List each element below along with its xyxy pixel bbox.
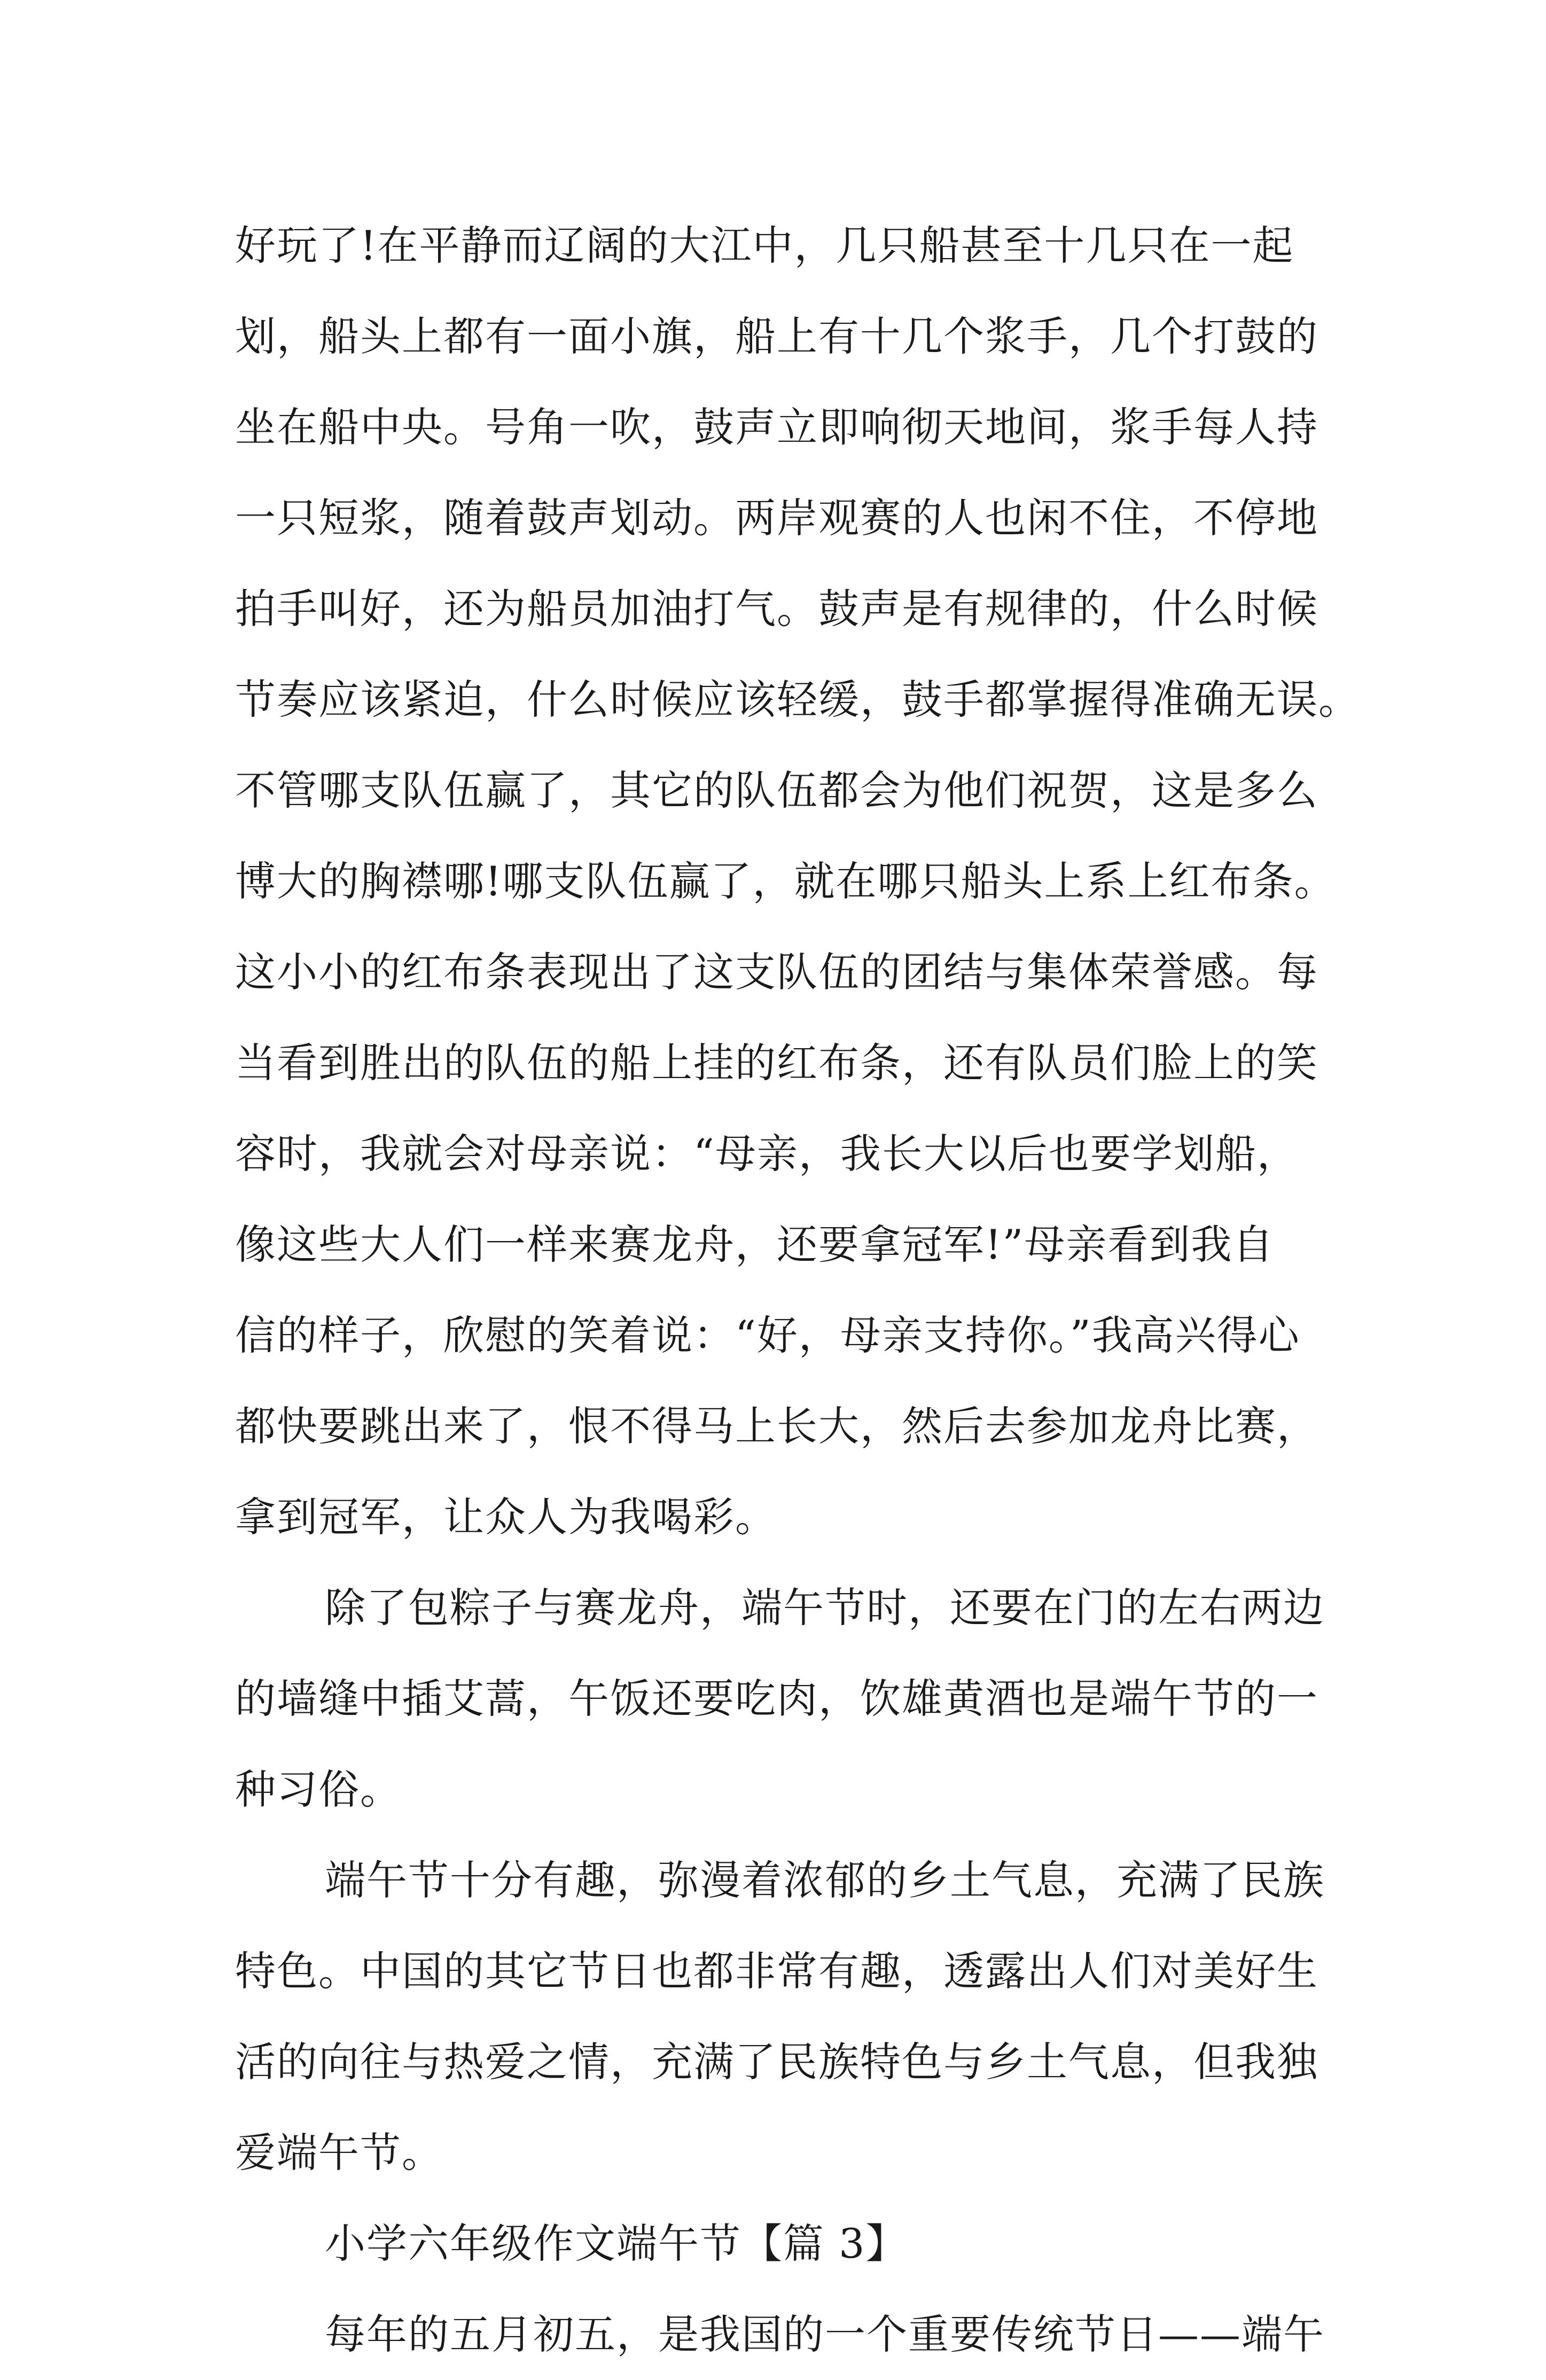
paragraph-start-line: 除了包粽子与赛龙舟，端午节时，还要在门的左右两边 xyxy=(325,1584,1325,1632)
text-line: 像这些大人们一样来赛龙舟，还要拿冠军!”母亲看到我自 xyxy=(235,1221,1275,1268)
text-line: 特色。中国的其它节日也都非常有趣，透露出人们对美好生 xyxy=(235,1947,1318,1995)
text-line: 的墙缝中插艾蒿，午饭还要吃肉，饮雄黄酒也是端午节的一 xyxy=(235,1675,1318,1722)
text-line: 节奏应该紧迫，什么时候应该轻缓，鼓手都掌握得准确无误。 xyxy=(235,676,1360,723)
text-line: 拿到冠军，让众人为我喝彩。 xyxy=(235,1493,777,1541)
text-line: 拍手叫好，还为船员加油打气。鼓声是有规律的，什么时候 xyxy=(235,585,1318,633)
text-line: 种习俗。 xyxy=(235,1766,402,1813)
text-line: 信的样子，欣慰的笑着说：“好，母亲支持你。”我高兴得心 xyxy=(235,1312,1300,1359)
text-line: 划，船头上都有一面小旗，船上有十几个浆手，几个打鼓的 xyxy=(235,313,1318,360)
text-line: 容时，我就会对母亲说：“母亲，我长大以后也要学划船， xyxy=(235,1130,1299,1177)
text-line: 博大的胸襟哪!哪支队伍赢了，就在哪只船头上系上红布条。 xyxy=(235,857,1336,905)
article-body xyxy=(235,200,1360,2380)
text-line: 这小小的红布条表现出了这支队伍的团结与集体荣誉感。每 xyxy=(235,948,1318,996)
section-heading: 小学六年级作文端午节【篇 3】 xyxy=(325,2220,908,2267)
paragraph-start-line: 端午节十分有趣，弥漫着浓郁的乡土气息，充满了民族 xyxy=(325,1856,1325,1904)
text-line: 好玩了!在平静而辽阔的大江中，几只船甚至十几只在一起 xyxy=(235,222,1294,269)
text-line: 活的向往与热爱之情，充满了民族特色与乡土气息，但我独 xyxy=(235,2038,1318,2086)
text-line: 不管哪支队伍赢了，其它的队伍都会为他们祝贺，这是多么 xyxy=(235,767,1318,814)
text-line: 都快要跳出来了，恨不得马上长大，然后去参加龙舟比赛， xyxy=(235,1402,1318,1450)
text-line: 当看到胜出的队伍的船上挂的红布条，还有队员们脸上的笑 xyxy=(235,1039,1318,1087)
paragraph-start-line: 每年的五月初五，是我国的一个重要传统节日——端午 xyxy=(325,2311,1325,2358)
text-line: 爱端午节。 xyxy=(235,2129,443,2176)
text-line: 坐在船中央。号角一吹，鼓声立即响彻天地间，浆手每人持 xyxy=(235,403,1318,451)
text-line: 一只短浆，随着鼓声划动。两岸观赛的人也闲不住，不停地 xyxy=(235,494,1318,542)
